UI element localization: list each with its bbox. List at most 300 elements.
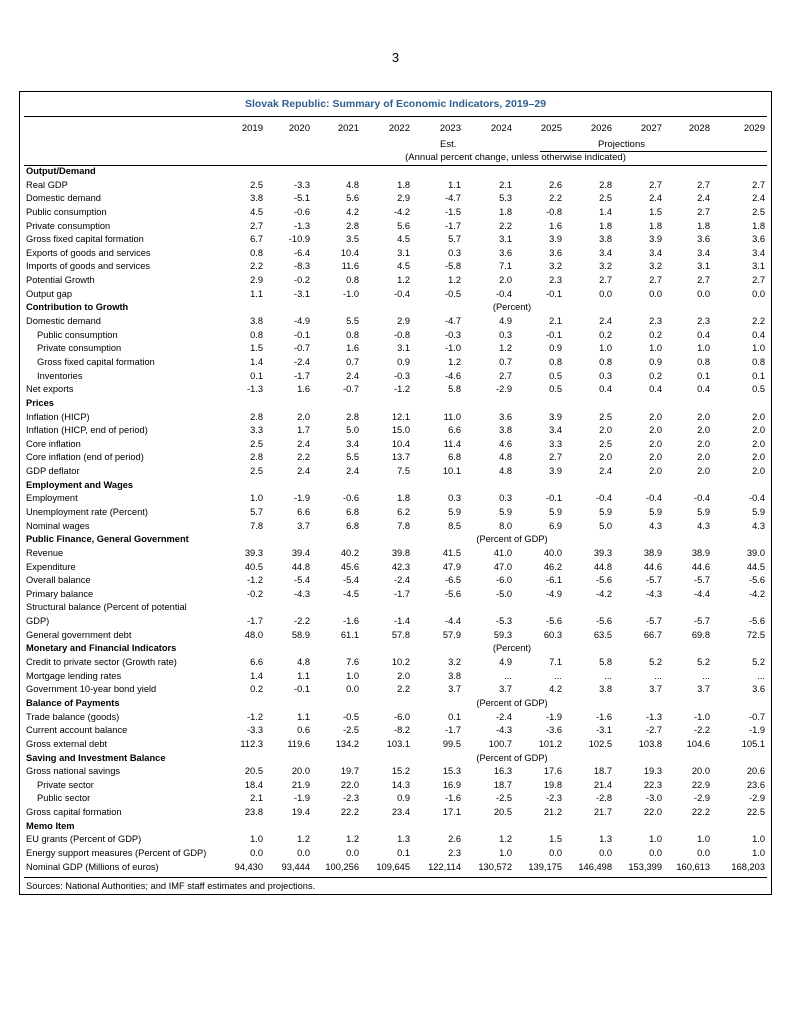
table-cell: 40.5 xyxy=(244,561,263,572)
table-cell: 20.5 xyxy=(493,807,512,818)
table-cell: 2.7 xyxy=(697,179,710,190)
table-cell: -2.3 xyxy=(545,793,562,804)
table-cell: 0.1 xyxy=(397,848,410,858)
table-cell: 44.5 xyxy=(746,561,765,572)
table-cell: -1.0 xyxy=(693,711,710,722)
table-cell: 0.0 xyxy=(250,848,263,858)
table-row xyxy=(20,383,771,396)
table-cell: 0.0 xyxy=(599,848,612,858)
table-cell: 2.0 xyxy=(697,425,710,436)
table-cell: 5.9 xyxy=(499,507,512,517)
est-label: Est. xyxy=(440,139,457,150)
year-header: 2029 xyxy=(743,123,765,134)
table-row xyxy=(20,288,771,301)
table-cell: 23.6 xyxy=(746,779,765,790)
table-row xyxy=(20,738,771,751)
table-cell: 23.8 xyxy=(244,807,263,818)
table-cell: -0.5 xyxy=(342,711,359,722)
table-cell: 44.6 xyxy=(691,561,710,572)
table-cell: 8.5 xyxy=(448,520,461,531)
table-cell: 1.0 xyxy=(649,834,662,845)
table-cell: 1.0 xyxy=(752,343,765,354)
table-cell: 0.1 xyxy=(697,370,710,381)
table-cell: 39.8 xyxy=(391,547,410,558)
table-cell: 2.4 xyxy=(346,466,359,477)
table-cell: -0.4 xyxy=(748,493,765,504)
table-cell: 2.2 xyxy=(499,220,512,231)
table-cell: 3.8 xyxy=(499,425,512,436)
table-cell: -4.4 xyxy=(693,588,710,599)
table-cell: 2.9 xyxy=(397,316,410,327)
table-cell: 3.1 xyxy=(752,261,765,272)
table-cell: 59.3 xyxy=(493,629,512,640)
row-label: Unemployment rate (Percent) xyxy=(26,507,148,517)
table-row xyxy=(20,179,771,192)
table-cell: 2.6 xyxy=(448,834,461,845)
table-cell: 3.7 xyxy=(448,684,461,695)
table-cell: -3.1 xyxy=(293,288,310,299)
table-row xyxy=(20,547,771,560)
table-cell: 5.9 xyxy=(697,507,710,517)
table-cell: 19.8 xyxy=(543,779,562,790)
table-cell: 2.8 xyxy=(599,179,612,190)
table-cell: -0.7 xyxy=(342,384,359,395)
table-title: Slovak Republic: Summary of Economic Indicators, 2019–29 xyxy=(244,98,547,110)
table-cell: -1.7 xyxy=(444,220,461,231)
table-cell: 4.8 xyxy=(346,179,359,190)
table-cell: 1.3 xyxy=(599,834,612,845)
table-cell: 3.3 xyxy=(250,425,263,436)
table-cell: -3.0 xyxy=(645,793,662,804)
table-cell: -2.7 xyxy=(645,725,662,736)
table-cell: 0.2 xyxy=(599,329,612,340)
table-cell: -2.9 xyxy=(495,384,512,395)
table-cell: ... xyxy=(757,670,765,681)
table-cell: 63.5 xyxy=(593,629,612,640)
table-cell: 2.7 xyxy=(649,179,662,190)
table-cell: -0.7 xyxy=(748,711,765,722)
table-cell: 47.0 xyxy=(493,561,512,572)
table-row xyxy=(20,424,771,437)
table-cell: 5.9 xyxy=(448,507,461,517)
table-cell: -8.2 xyxy=(393,725,410,736)
table-cell: 6.8 xyxy=(346,507,359,517)
table-cell: 0.1 xyxy=(448,711,461,722)
table-cell: 3.2 xyxy=(448,657,461,668)
table-cell: 100.7 xyxy=(488,738,512,749)
table-cell: 5.9 xyxy=(599,507,612,517)
table-cell: 1.5 xyxy=(549,834,562,845)
table-cell: 1.4 xyxy=(599,206,612,217)
table-cell: 5.8 xyxy=(448,384,461,395)
table-cell: 2.3 xyxy=(697,316,710,327)
table-cell: 93,444 xyxy=(281,861,310,872)
table-cell: 2.7 xyxy=(752,275,765,286)
table-cell: 2.2 xyxy=(752,316,765,327)
table-cell: 3.4 xyxy=(697,247,710,258)
table-cell: 5.9 xyxy=(649,507,662,517)
table-cell: 22.0 xyxy=(340,779,359,790)
table-cell: 39.4 xyxy=(291,547,310,558)
table-cell: 5.7 xyxy=(448,234,461,245)
table-cell: 2.0 xyxy=(297,411,310,422)
row-label: Private consumption xyxy=(37,343,122,354)
table-cell: -2.4 xyxy=(393,575,410,586)
section-row xyxy=(20,165,771,178)
table-cell: -0.1 xyxy=(293,684,310,695)
table-cell: 2.0 xyxy=(499,275,512,286)
table-row xyxy=(20,342,771,355)
table-cell: 2.4 xyxy=(297,438,310,449)
table-cell: -1.9 xyxy=(545,711,562,722)
table-cell: 0.7 xyxy=(346,356,359,367)
table-cell: 2.0 xyxy=(752,425,765,436)
table-cell: 4.8 xyxy=(499,452,512,463)
table-cell: -0.4 xyxy=(645,493,662,504)
table-cell: 0.2 xyxy=(649,329,662,340)
table-cell: 5.0 xyxy=(346,425,359,436)
table-cell: -0.8 xyxy=(545,206,562,217)
table-cell: 39.3 xyxy=(593,547,612,558)
row-label: Private sector xyxy=(37,779,94,790)
table-cell: 1.0 xyxy=(649,343,662,354)
table-cell: 2.1 xyxy=(250,793,263,804)
table-cell: -0.7 xyxy=(293,343,310,354)
source-note: Sources: National Authorities; and IMF staff estimates and projections. xyxy=(26,881,316,891)
table-cell: -1.6 xyxy=(595,711,612,722)
table-cell: 5.2 xyxy=(697,657,710,668)
table-cell: 1.2 xyxy=(448,356,461,367)
table-cell: -1.2 xyxy=(393,384,410,395)
row-label: Primary balance xyxy=(26,588,94,599)
table-cell: 100,256 xyxy=(325,861,359,872)
table-cell: 2.0 xyxy=(697,452,710,463)
table-cell: 5.6 xyxy=(397,220,410,231)
table-cell: 2.8 xyxy=(346,411,359,422)
row-label: Overall balance xyxy=(26,575,91,586)
table-row xyxy=(20,370,771,383)
table-cell: 3.9 xyxy=(649,234,662,245)
table-cell: 2.8 xyxy=(250,452,263,463)
table-cell: -4.2 xyxy=(595,588,612,599)
table-cell: 0.9 xyxy=(649,356,662,367)
table-cell: 3.9 xyxy=(549,466,562,477)
table-cell: 5.8 xyxy=(599,657,612,668)
table-cell: 0.1 xyxy=(250,370,263,381)
table-cell: 4.2 xyxy=(346,206,359,217)
table-cell: 22.9 xyxy=(691,779,710,790)
table-cell: 20.6 xyxy=(746,766,765,777)
table-cell: 0.8 xyxy=(250,329,263,340)
page-number: 3 xyxy=(391,50,400,65)
table-cell: 2.6 xyxy=(549,179,562,190)
table-cell: 4.5 xyxy=(397,234,410,245)
table-cell: -6.0 xyxy=(393,711,410,722)
table-cell: 0.0 xyxy=(346,848,359,858)
table-cell: 4.3 xyxy=(752,520,765,531)
table-row xyxy=(20,356,771,369)
table-cell: 3.1 xyxy=(499,234,512,245)
table-cell: 2.5 xyxy=(599,438,612,449)
table-cell: 2.7 xyxy=(599,275,612,286)
table-cell: 2.0 xyxy=(649,452,662,463)
table-cell: -2.5 xyxy=(342,725,359,736)
table-cell: 57.8 xyxy=(391,629,410,640)
table-cell: 2.0 xyxy=(649,425,662,436)
table-cell: 3.6 xyxy=(499,411,512,422)
table-cell: -1.9 xyxy=(293,793,310,804)
table-row xyxy=(20,233,771,246)
table-cell: 10.1 xyxy=(442,466,461,477)
table-cell: 0.8 xyxy=(697,356,710,367)
table-cell: 3.4 xyxy=(649,247,662,258)
table-cell: -6.5 xyxy=(444,575,461,586)
table-cell: 0.3 xyxy=(448,247,461,258)
section-label: Prices xyxy=(26,397,54,408)
table-cell: 2.7 xyxy=(752,179,765,190)
table-cell: 3.7 xyxy=(297,520,310,531)
table-cell: 6.8 xyxy=(448,452,461,463)
table-cell: 0.2 xyxy=(250,684,263,695)
table-cell: 3.1 xyxy=(397,343,410,354)
table-cell: 41.0 xyxy=(493,547,512,558)
table-cell: 1.0 xyxy=(697,834,710,845)
table-cell: 2.0 xyxy=(752,466,765,477)
unit-note: (Percent) xyxy=(492,643,532,654)
table-cell: -0.6 xyxy=(342,493,359,504)
table-cell: 3.4 xyxy=(599,247,612,258)
row-label: Inventories xyxy=(37,370,83,381)
table-cell: -5.7 xyxy=(645,616,662,627)
table-cell: 10.4 xyxy=(391,438,410,449)
table-cell: -5.0 xyxy=(495,588,512,599)
table-row xyxy=(20,247,771,260)
table-cell: 5.9 xyxy=(752,507,765,517)
table-cell: -5.1 xyxy=(293,193,310,204)
table-cell: 0.3 xyxy=(499,329,512,340)
table-cell: 5.3 xyxy=(499,193,512,204)
unit-note: (Percent of GDP) xyxy=(476,534,548,545)
table-cell: 94,430 xyxy=(234,861,263,872)
table-row xyxy=(20,506,771,519)
table-cell: 39.3 xyxy=(244,547,263,558)
year-header: 2023 xyxy=(439,123,461,134)
table-cell: 2.0 xyxy=(752,438,765,449)
table-cell: 122,114 xyxy=(428,861,461,872)
table-cell: 22.2 xyxy=(340,807,359,818)
table-cell: 11.6 xyxy=(341,261,359,272)
table-row xyxy=(20,670,771,683)
section-label: Employment and Wages xyxy=(26,479,134,490)
table-cell: -4.3 xyxy=(293,588,310,599)
rule-top xyxy=(24,116,767,117)
table-cell: 5.2 xyxy=(752,657,765,668)
table-cell: ... xyxy=(702,670,710,681)
table-cell: 16.3 xyxy=(493,766,512,777)
table-cell: 1.6 xyxy=(549,220,562,231)
table-cell: -1.3 xyxy=(645,711,662,722)
table-cell: 0.4 xyxy=(697,329,710,340)
table-cell: 69.8 xyxy=(691,629,710,640)
table-row xyxy=(20,656,771,669)
table-cell: 1.2 xyxy=(499,343,512,354)
table-cell: 2.8 xyxy=(250,411,263,422)
projections-label: Projections xyxy=(598,139,645,150)
table-cell: 72.5 xyxy=(746,629,765,640)
row-label: GDP deflator xyxy=(26,466,80,477)
table-row xyxy=(20,765,771,778)
table-cell: 0.8 xyxy=(752,356,765,367)
table-cell: 19.7 xyxy=(340,766,359,777)
table-cell: 47.9 xyxy=(442,561,461,572)
table-cell: 2.0 xyxy=(752,452,765,463)
table-row xyxy=(20,260,771,273)
table-cell: 21.7 xyxy=(593,807,612,818)
table-cell: -5.3 xyxy=(495,616,512,627)
table-row xyxy=(20,792,771,805)
row-label: Inflation (HICP, end of period) xyxy=(26,425,148,436)
table-cell: 0.2 xyxy=(649,370,662,381)
table-cell: 104.6 xyxy=(686,738,710,749)
year-header: 2020 xyxy=(288,123,310,134)
table-cell: -6.0 xyxy=(495,575,512,586)
table-cell: 130,572 xyxy=(478,861,512,872)
table-cell: 7.5 xyxy=(397,466,410,477)
table-cell: 46.2 xyxy=(543,561,562,572)
table-cell: 3.6 xyxy=(752,684,765,695)
table-cell: -5.7 xyxy=(693,616,710,627)
table-cell: -1.3 xyxy=(293,220,310,231)
table-cell: 2.4 xyxy=(649,193,662,204)
table-cell: 19.4 xyxy=(291,807,310,818)
table-cell: -4.7 xyxy=(444,316,461,327)
table-cell: 3.1 xyxy=(697,261,710,272)
table-cell: 1.2 xyxy=(448,275,461,286)
table-cell: 1.4 xyxy=(250,356,263,367)
table-cell: 5.7 xyxy=(250,507,263,517)
section-label: Balance of Payments xyxy=(26,697,120,708)
year-header: 2026 xyxy=(590,123,612,134)
table-cell: ... xyxy=(554,670,562,681)
table-cell: ... xyxy=(654,670,662,681)
table-cell: 40.2 xyxy=(340,547,359,558)
row-label: Gross fixed capital formation xyxy=(26,234,144,245)
table-cell: 22.3 xyxy=(643,779,662,790)
table-row xyxy=(20,847,771,860)
table-cell: 153,399 xyxy=(628,861,662,872)
table-cell: 2.5 xyxy=(752,206,765,217)
table-row xyxy=(20,451,771,464)
table-row xyxy=(20,861,771,874)
table-cell: 1.8 xyxy=(752,220,765,231)
table-cell: 44.6 xyxy=(643,561,662,572)
table-cell: -2.8 xyxy=(595,793,612,804)
table-cell: 3.4 xyxy=(549,425,562,436)
table-cell: 61.1 xyxy=(340,629,359,640)
table-row xyxy=(20,574,771,587)
table-row xyxy=(20,711,771,724)
table-cell: 18.7 xyxy=(593,766,612,777)
year-header: 2027 xyxy=(640,123,662,134)
table-cell: 0.4 xyxy=(649,384,662,395)
table-cell: 1.7 xyxy=(297,425,310,436)
table-cell: -0.1 xyxy=(293,329,310,340)
table-cell: 103.8 xyxy=(638,738,662,749)
table-cell: 2.7 xyxy=(697,275,710,286)
table-cell: 0.5 xyxy=(549,370,562,381)
unit-note: (Percent of GDP) xyxy=(476,752,548,763)
table-cell: 0.9 xyxy=(549,343,562,354)
table-cell: 0.0 xyxy=(346,684,359,695)
section-label: Output/Demand xyxy=(26,166,96,176)
table-subtitle: (Annual percent change, unless otherwise indicated) xyxy=(405,152,626,163)
table-cell: 2.9 xyxy=(397,193,410,204)
table-cell: 112.3 xyxy=(240,738,263,749)
table-cell: -1.9 xyxy=(293,493,310,504)
table-cell: 2.1 xyxy=(499,179,512,190)
table-cell: 20.0 xyxy=(291,766,310,777)
table-cell: -0.4 xyxy=(495,288,512,299)
table-cell: 6.8 xyxy=(346,520,359,531)
table-cell: -1.9 xyxy=(748,725,765,736)
table-cell: -5.4 xyxy=(293,575,310,586)
table-cell: 3.4 xyxy=(752,247,765,258)
row-label: Private consumption xyxy=(26,220,111,231)
unit-note: (Percent of GDP) xyxy=(476,697,548,708)
table-cell: -0.8 xyxy=(393,329,410,340)
row-label: Potential Growth xyxy=(26,275,95,286)
table-cell: 3.2 xyxy=(599,261,612,272)
table-cell: -5.7 xyxy=(645,575,662,586)
table-cell: 2.3 xyxy=(448,848,461,858)
table-cell: 4.5 xyxy=(397,261,410,272)
table-cell: 1.0 xyxy=(752,834,765,845)
table-cell: 10.2 xyxy=(391,657,410,668)
table-cell: 3.8 xyxy=(599,684,612,695)
table-cell: 15.3 xyxy=(442,766,461,777)
table-cell: 40.0 xyxy=(543,547,562,558)
table-cell: -1.0 xyxy=(342,288,359,299)
section-label: Contribution to Growth xyxy=(26,302,129,313)
table-cell: 0.3 xyxy=(599,370,612,381)
section-label: Public Finance, General Government xyxy=(26,534,189,545)
table-cell: 1.0 xyxy=(346,670,359,681)
table-cell: 5.2 xyxy=(649,657,662,668)
table-cell: 4.5 xyxy=(250,206,263,217)
section-row xyxy=(20,479,771,492)
year-header: 2024 xyxy=(490,123,512,134)
table-cell: 16.9 xyxy=(442,779,461,790)
table-row xyxy=(20,206,771,219)
table-cell: 3.2 xyxy=(649,261,662,272)
table-cell: 22.5 xyxy=(746,807,765,818)
table-cell: -1.7 xyxy=(293,370,310,381)
table-cell: 2.0 xyxy=(649,411,662,422)
table-cell: -3.3 xyxy=(293,179,310,190)
table-cell: 1.2 xyxy=(397,275,410,286)
table-cell: 109,645 xyxy=(376,861,410,872)
table-cell: 102.5 xyxy=(588,738,612,749)
table-cell: -2.9 xyxy=(748,793,765,804)
table-cell: ... xyxy=(504,670,512,681)
table-cell: -0.1 xyxy=(545,329,562,340)
section-row xyxy=(20,752,771,765)
table-row xyxy=(20,629,771,642)
table-cell: 0.5 xyxy=(752,384,765,395)
row-label: Structural balance (Percent of potential xyxy=(26,602,187,613)
table-cell: 21.2 xyxy=(543,807,562,818)
table-row xyxy=(20,833,771,846)
